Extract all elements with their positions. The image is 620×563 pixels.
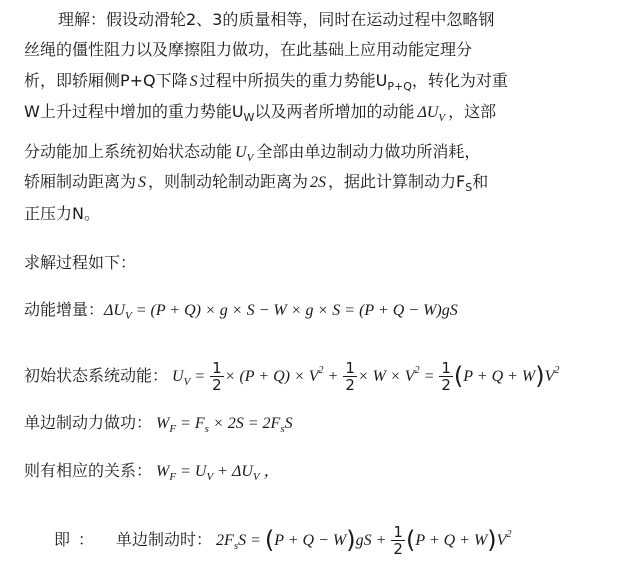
- eq2-paren-close: ): [535, 362, 545, 390]
- frac-num: 1: [441, 359, 451, 377]
- frac-den: 2: [212, 376, 222, 394]
- eq1-lhs-sub: V: [124, 310, 132, 322]
- line3-pre: 析，即轿厢侧P+Q下降: [24, 71, 188, 90]
- eq2-tail: V: [544, 368, 555, 385]
- frac-den: 2: [393, 540, 403, 558]
- eq4-mid: = U: [176, 463, 207, 480]
- line2-text: 丝绳的僵性阻力以及摩擦阻力做功，在此基础上应用动能定理分: [24, 40, 473, 59]
- line3-mid: 过程中所损失的重力势能U: [199, 71, 388, 90]
- eq1-lhs: ΔU: [104, 302, 125, 319]
- eq3-lhs-sub: F: [169, 423, 177, 435]
- eq5-lhs-sub: s: [233, 540, 239, 552]
- frac-den: 2: [441, 376, 451, 394]
- eq5-lhs-tail: S =: [238, 532, 265, 549]
- eq5-exp: 2: [506, 529, 512, 540]
- eq2-part3: P + Q + W: [463, 368, 536, 385]
- eq5-lhs: 2F: [216, 532, 234, 549]
- paragraph-line-3: [24, 71, 508, 97]
- frac-den: 2: [345, 376, 355, 394]
- line1-text: 理解：假设动滑轮2、3的质量相等，同时在运动过程中忽略钢: [58, 10, 495, 29]
- eq3-rhs: × 2S = 2F: [208, 415, 281, 432]
- equation-initial-kinetic: [24, 360, 559, 393]
- eq2-plus: +: [323, 368, 343, 385]
- eq2-eq: =: [190, 368, 210, 385]
- eq5-inner2: P + Q + W: [415, 532, 488, 549]
- eq5-paren-close-2: ): [487, 526, 497, 554]
- eq2-part1: × (P + Q) × V: [224, 368, 319, 385]
- eq2-exp1: 2: [318, 365, 324, 376]
- eq2-lhs-sub: V: [183, 376, 191, 388]
- eq2-label: 初始状态系统动能：: [24, 366, 169, 385]
- eq4-lhs: W: [156, 463, 170, 480]
- line4-post: ，这部: [448, 102, 497, 121]
- eq3-label: 单边制动力做功：: [24, 413, 153, 432]
- sub-w: W: [243, 111, 255, 124]
- line5-post: 全部由单边制动力做功所消耗，: [256, 142, 481, 161]
- eq1-rhs: = (P + Q) × g × S − W × g × S = (P + Q − W)gS: [131, 302, 458, 319]
- paragraph-line-2: [24, 40, 472, 60]
- eq4-tail: ，: [259, 463, 280, 480]
- eq3-lhs: W: [156, 415, 170, 432]
- line7-text: 正压力N。: [24, 204, 100, 223]
- line5-pre: 分动能加上系统初始状态动能: [24, 142, 233, 161]
- line3-post: ，转化为对重: [411, 71, 508, 90]
- paragraph-line-6: [24, 172, 488, 198]
- line6-post: ，据此计算制动力F: [328, 172, 466, 191]
- eq2-eq2: =: [419, 368, 439, 385]
- eq5-gs: gS +: [355, 532, 391, 549]
- eq3-mid-sub: s: [204, 423, 209, 435]
- equation-braking-work: [24, 413, 293, 439]
- eq3-tail: S: [284, 415, 293, 432]
- eq2-frac-3: [439, 360, 453, 393]
- equation-single-side-braking: [54, 524, 511, 557]
- eq5-inner1: P + Q − W: [274, 532, 347, 549]
- var-2s: 2S: [310, 174, 327, 191]
- sub-s: S: [465, 181, 473, 194]
- equation-kinetic-increment: [24, 300, 458, 326]
- u-v-sub: V: [246, 152, 254, 164]
- frac-num: 1: [212, 359, 222, 377]
- eq2-frac-1: [210, 360, 224, 393]
- eq2-exp3: 2: [554, 365, 560, 376]
- eq3-mid: = F: [176, 415, 205, 432]
- eq4-rhs: + ΔU: [213, 463, 253, 480]
- eq5-paren-close-1: ): [346, 526, 356, 554]
- eq5-paren-open-2: (: [405, 526, 416, 554]
- eq5-label: 单边制动时：: [116, 530, 213, 549]
- eq4-label: 则有相应的关系：: [24, 461, 153, 480]
- line6-end: 和: [472, 172, 489, 191]
- eq4-lhs-sub: F: [169, 471, 177, 483]
- line6-mid: ，则制动轮制动距离为: [148, 172, 309, 191]
- eq5-label-ji: 即：: [54, 530, 103, 549]
- eq5-frac: [391, 524, 405, 557]
- frac-num: 1: [345, 359, 355, 377]
- paragraph-line-1: [58, 10, 494, 30]
- paragraph-line-4: [24, 102, 496, 128]
- paragraph-line-7: [24, 204, 100, 224]
- eq4-rhs-sub: V: [252, 471, 260, 483]
- eq2-paren-open: (: [453, 362, 464, 390]
- u-v: U: [235, 144, 247, 161]
- delta-u: ΔU: [417, 104, 439, 121]
- eq3-rhs-sub: s: [280, 423, 285, 435]
- eq5-tail: V: [496, 532, 507, 549]
- heading-text: 求解过程如下：: [24, 253, 137, 272]
- eq2-frac-2: [343, 360, 357, 393]
- var-s: S: [189, 73, 198, 90]
- eq2-exp2: 2: [414, 365, 420, 376]
- delta-u-sub: V: [438, 112, 446, 124]
- line4-pre: W上升过程中增加的重力势能U: [24, 102, 244, 121]
- line6-pre: 轿厢制动距离为: [24, 172, 137, 191]
- paragraph-line-5: [24, 142, 480, 168]
- var-s-2: S: [138, 174, 147, 191]
- equation-relation: [24, 461, 280, 487]
- eq4-mid-sub: V: [206, 471, 214, 483]
- eq2-part2: × W × V: [357, 368, 415, 385]
- eq1-label: 动能增量：: [24, 300, 105, 319]
- eq2-lhs: U: [172, 368, 184, 385]
- eq5-paren-open-1: (: [264, 526, 275, 554]
- frac-num: 1: [393, 523, 403, 541]
- section-heading: [24, 253, 136, 273]
- line4-mid: 以及两者所增加的动能: [254, 102, 415, 121]
- sub-pq: P+Q: [387, 80, 412, 93]
